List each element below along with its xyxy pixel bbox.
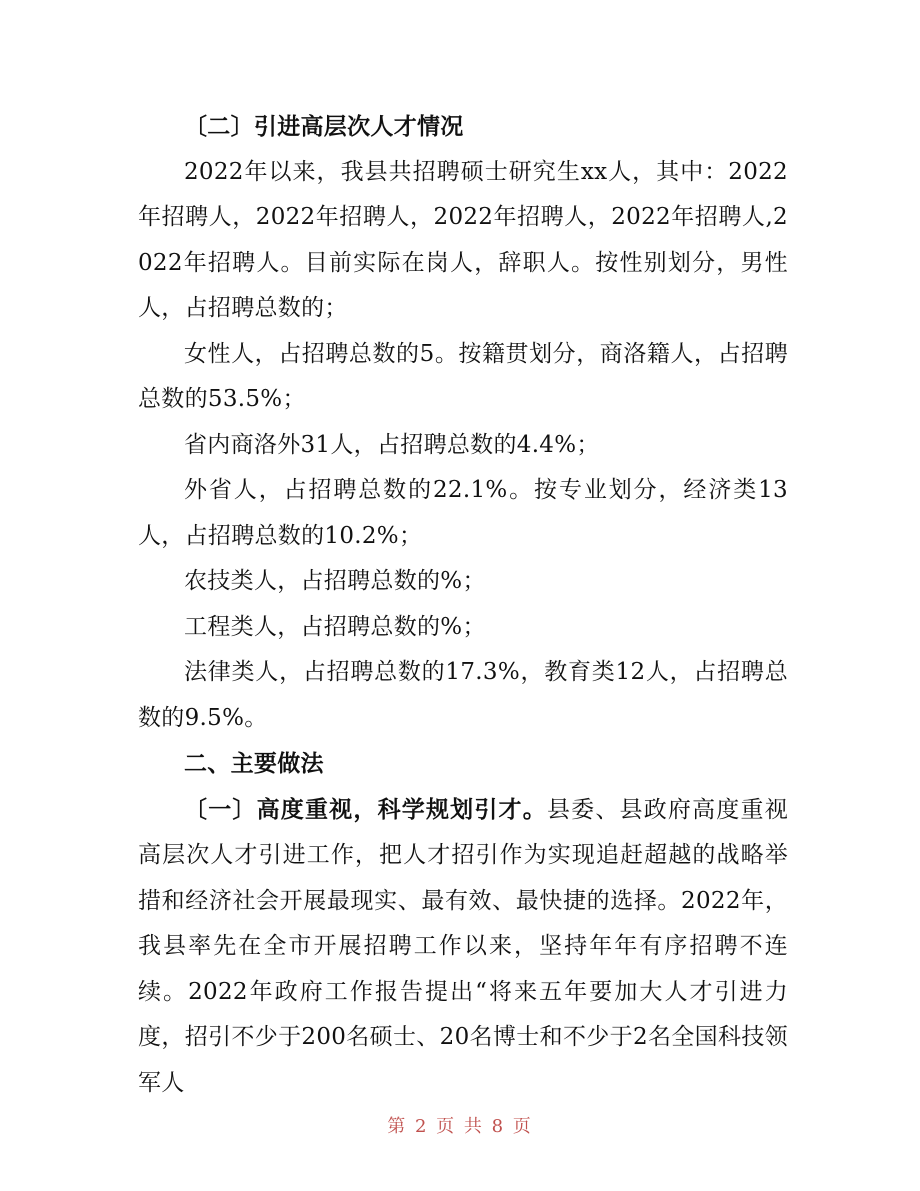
- document-body: [138, 104, 788, 1106]
- paragraph-recruitment-overview: 2022年以来，我县共招聘硕士研究生xx人，其中：2022年招聘人，2022年招聘人，2022年招聘人，2022年招聘人,2022年招聘人。目前实际在岗人，辞职人。按性别划分，男性人，占招聘总数的；: [138, 158, 788, 321]
- paragraph-law-education: 法律类人，占招聘总数的17.3%，教育类12人，占招聘总数的9.5%。: [138, 659, 788, 731]
- paragraph-agri: 农技类人，占招聘总数的%；: [184, 568, 486, 594]
- paragraph-other-province: 外省人，占招聘总数的22.1%。按专业划分，经济类13人，占招聘总数的10.2%；: [138, 477, 788, 549]
- paragraph-planning: [138, 787, 788, 1107]
- paragraph-female-origin: 女性人，占招聘总数的5。按籍贯划分，商洛籍人，占招聘总数的53.5%；: [138, 340, 788, 412]
- section-heading-talent-situation: 〔二〕引进高层次人才情况: [184, 113, 464, 140]
- page-number-footer: 第 2 页 共 8 页: [387, 1116, 533, 1137]
- paragraph-planning-text: 县委、县政府高度重视高层次人才引进工作，把人才招引作为实现追赶超越的战略举措和经济社会开展最现实、最有效、最快捷的选择。2022年，我县率先在全市开展招聘工作以来，坚持年年有序招聘不连续。2022年政府工作报告提出“将来五年要加大人才引进力度，招引不少于200名硕士、20名博士和不少于2名全国科技领军人: [138, 796, 788, 1096]
- paragraph-province: 省内商洛外31人，占招聘总数的4.4%；: [184, 431, 600, 458]
- section-heading-main-practices: 二、主要做法: [184, 750, 324, 777]
- paragraph-engineering: 工程类人，占招聘总数的%；: [184, 613, 486, 640]
- paragraph-lead-bold: 〔一〕高度重视，科学规划引才。: [184, 795, 547, 823]
